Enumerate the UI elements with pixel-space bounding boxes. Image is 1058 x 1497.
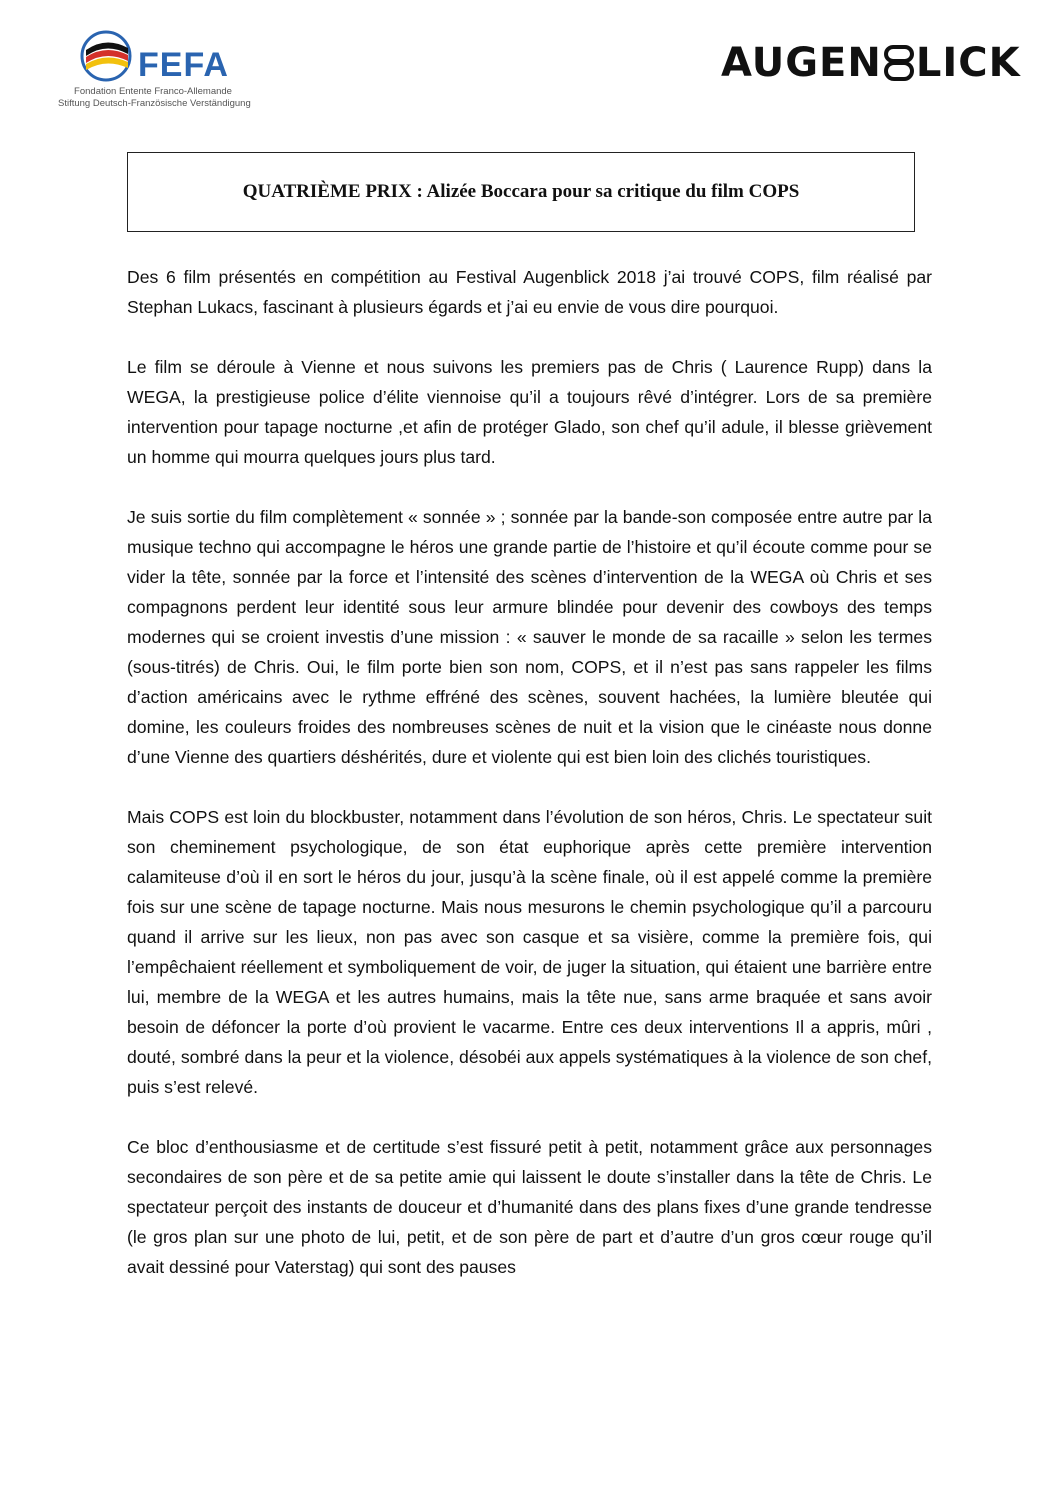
fefa-subtitle-de: Stiftung Deutsch-Französische Verständigung [58,98,251,109]
fefa-wordmark: FEFA [138,46,229,84]
paragraph: Des 6 film présentés en compétition au Festival Augenblick 2018 j’ai trouvé COPS, film réalisé par Stephan Lukacs, fascinant à plusieurs égards et j’ai eu envie de vous dire pourquoi. [127,267,932,317]
paragraph: Le film se déroule à Vienne et nous suivons les premiers pas de Chris ( Laurence Rupp) dans la WEGA, la prestigieuse police d’élite viennoise qu’il a toujours rêvé d’intégrer. Lors de sa première intervention pour tapage nocturne ,et afin de protéger Glado, son chef qu’il adule, il blesse grièvement un homme qui mourra quelques jours plus tard. [127,357,932,467]
augenblick-logo [721,40,1021,86]
paragraph: Ce bloc d’enthousiasme et de certitude s’est fissuré petit à petit, notamment grâce aux personnages secondaires de son père et de sa petite amie qui laissent le doute s’installer dans la tête de Chris. Le spectateur perçoit des instants de douceur et d’humanité dans des plans fixes d’une grande tendresse (le gros plan sur une photo de lui, petit, et de son père de part et d’autre d’un gros cœur rouge qu’il avait dessiné pour Vaterstag) qui sont des pauses [127,1137,932,1277]
fefa-subtitle-fr: Fondation Entente Franco-Allemande [74,86,232,97]
document-title: QUATRIÈME PRIX : Alizée Boccara pour sa critique du film COPS [242,181,800,202]
article-body [127,262,932,1312]
paragraph: Mais COPS est loin du blockbuster, notamment dans l’évolution de son héros, Chris. Le spectateur suit son cheminement psychologique, de son état euphorique après cette première intervention calamiteuse d’où il en sort le héros du jour, jusqu’à la scène finale, où il est appelé comme la première fois sur une scène de tapage nocturne. Mais nous mesurons le chemin psychologique qu’il a parcouru quand il arrive sur les lieux, non pas avec son casque et sa visière, comme la première fois, qui l’empêchaient réellement et symboliquement de voir, de juger la situation, qui étaient une barrière entre lui, membre de la WEGA et les autres humains, mais la tête nue, sans arme braquée et sans avoir besoin de défoncer la porte d’où provient le vacarme. Entre ces deux interventions Il a appris, mûri , douté, sombré dans la peur et la violence, désobéi aux appels systématiques à la violence de son chef, puis s’est relevé. [127,807,932,1097]
title-box [127,152,915,232]
paragraph: Je suis sortie du film complètement « sonnée » ; sonnée par la bande-son composée entre autre par la musique techno qui accompagne le héros une grande partie de l’histoire et qu’il écoute comme pour se vider la tête, sonnée par la force et l’intensité des scènes d’intervention de la WEGA où Chris et ses compagnons perdent leur identité sous leur armure blindée pour devenir des cowboys des temps modernes qui se croient investis d’une mission : « sauver le monde de sa racaille » selon les termes (sous-titrés) de Chris. Oui, le film porte bien son nom, COPS, et il n’est pas sans rappeler les films d’action américains avec le rythme effréné des scènes, souvent hachées, la lumière bleutée qui domine, les couleurs froides des nombreuses scènes de nuit et la vision que le cinéaste nous donne d’une Vienne des quartiers déshérités, dure et violente qui est bien loin des clichés touristiques. [127,507,932,767]
augenblick-b-icon [884,45,914,81]
augenblick-logo-left: AUGEN [721,40,882,86]
augenblick-logo-right: LICK [915,40,1021,86]
fefa-logo [58,26,251,112]
fefa-emblem-icon [76,26,134,82]
